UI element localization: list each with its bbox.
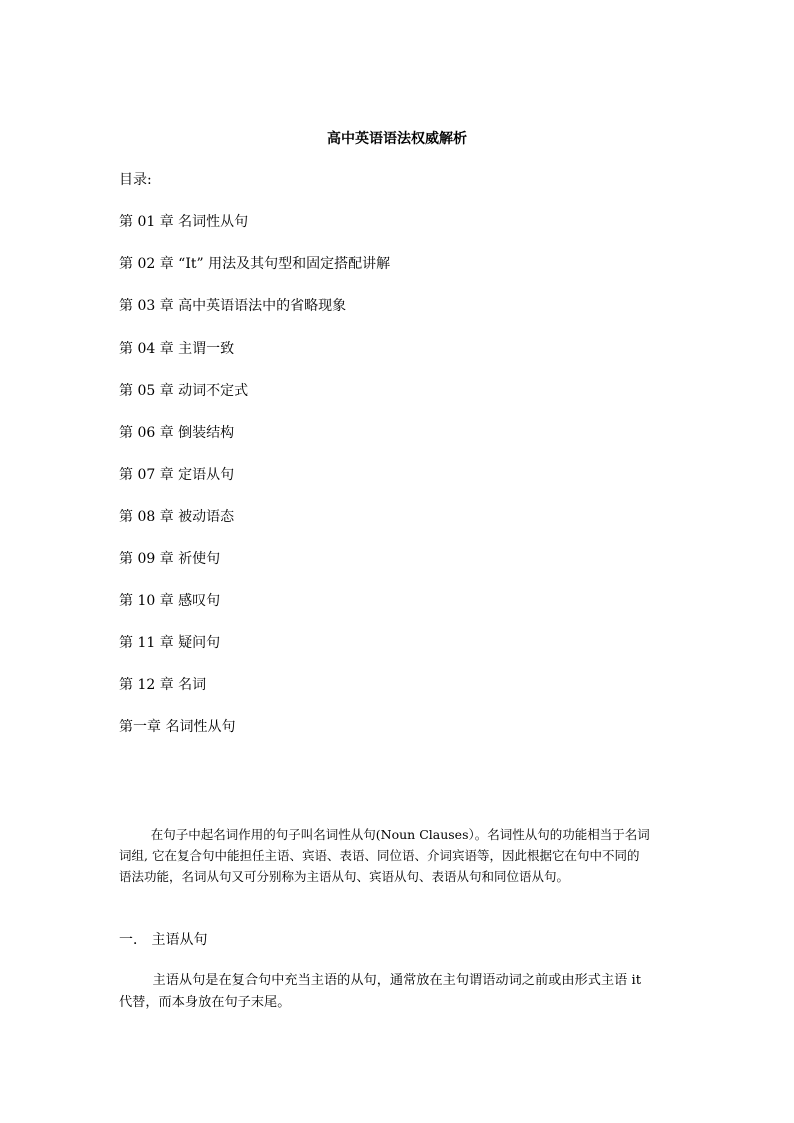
toc-item: 第 07 章 定语从句: [119, 467, 235, 483]
toc-item: 第 03 章 高中英语语法中的省略现象: [119, 298, 347, 314]
toc-item: 第 06 章 倒装结构: [119, 425, 235, 441]
toc-item: 第 04 章 主谓一致: [119, 341, 235, 357]
toc-item: 第 11 章 疑问句: [119, 635, 221, 651]
toc-label: 目录:: [119, 172, 152, 188]
section-heading: 一． 主语从句: [119, 932, 208, 948]
document-title: 高中英语语法权威解析: [327, 131, 467, 147]
toc-item: 第 12 章 名词: [119, 677, 207, 693]
paragraph-line: 代替，而本身放在句子末尾。: [119, 995, 291, 1010]
intro-paragraph: [119, 824, 685, 887]
paragraph-line: 词组, 它在复合句中能担任主语、宾语、表语、同位语、介词宾语等，因此根据它在句中不同的: [119, 848, 640, 863]
toc-item: 第 10 章 感叹句: [119, 593, 221, 609]
section-paragraph: [119, 970, 689, 1014]
paragraph-line: 语法功能，名词从句又可分别称为主语从句、宾语从句、表语从句和同位语从句。: [119, 869, 570, 884]
toc-item: 第 01 章 名词性从句: [119, 214, 249, 230]
toc-item: 第 09 章 祈使句: [119, 551, 221, 567]
chapter-heading: 第一章 名词性从句: [119, 719, 236, 735]
paragraph-line: 在句子中起名词作用的句子叫名词性从句(Noun Clauses）。名词性从句的功能相当于名词: [119, 827, 650, 842]
paragraph-line: 主语从句是在复合句中充当主语的从句，通常放在主句谓语动词之前或由形式主语 it: [119, 973, 641, 988]
toc-item: 第 05 章 动词不定式: [119, 383, 249, 399]
toc-item: 第 02 章 “It” 用法及其句型和固定搭配讲解: [119, 256, 391, 272]
toc-item: 第 08 章 被动语态: [119, 509, 235, 525]
